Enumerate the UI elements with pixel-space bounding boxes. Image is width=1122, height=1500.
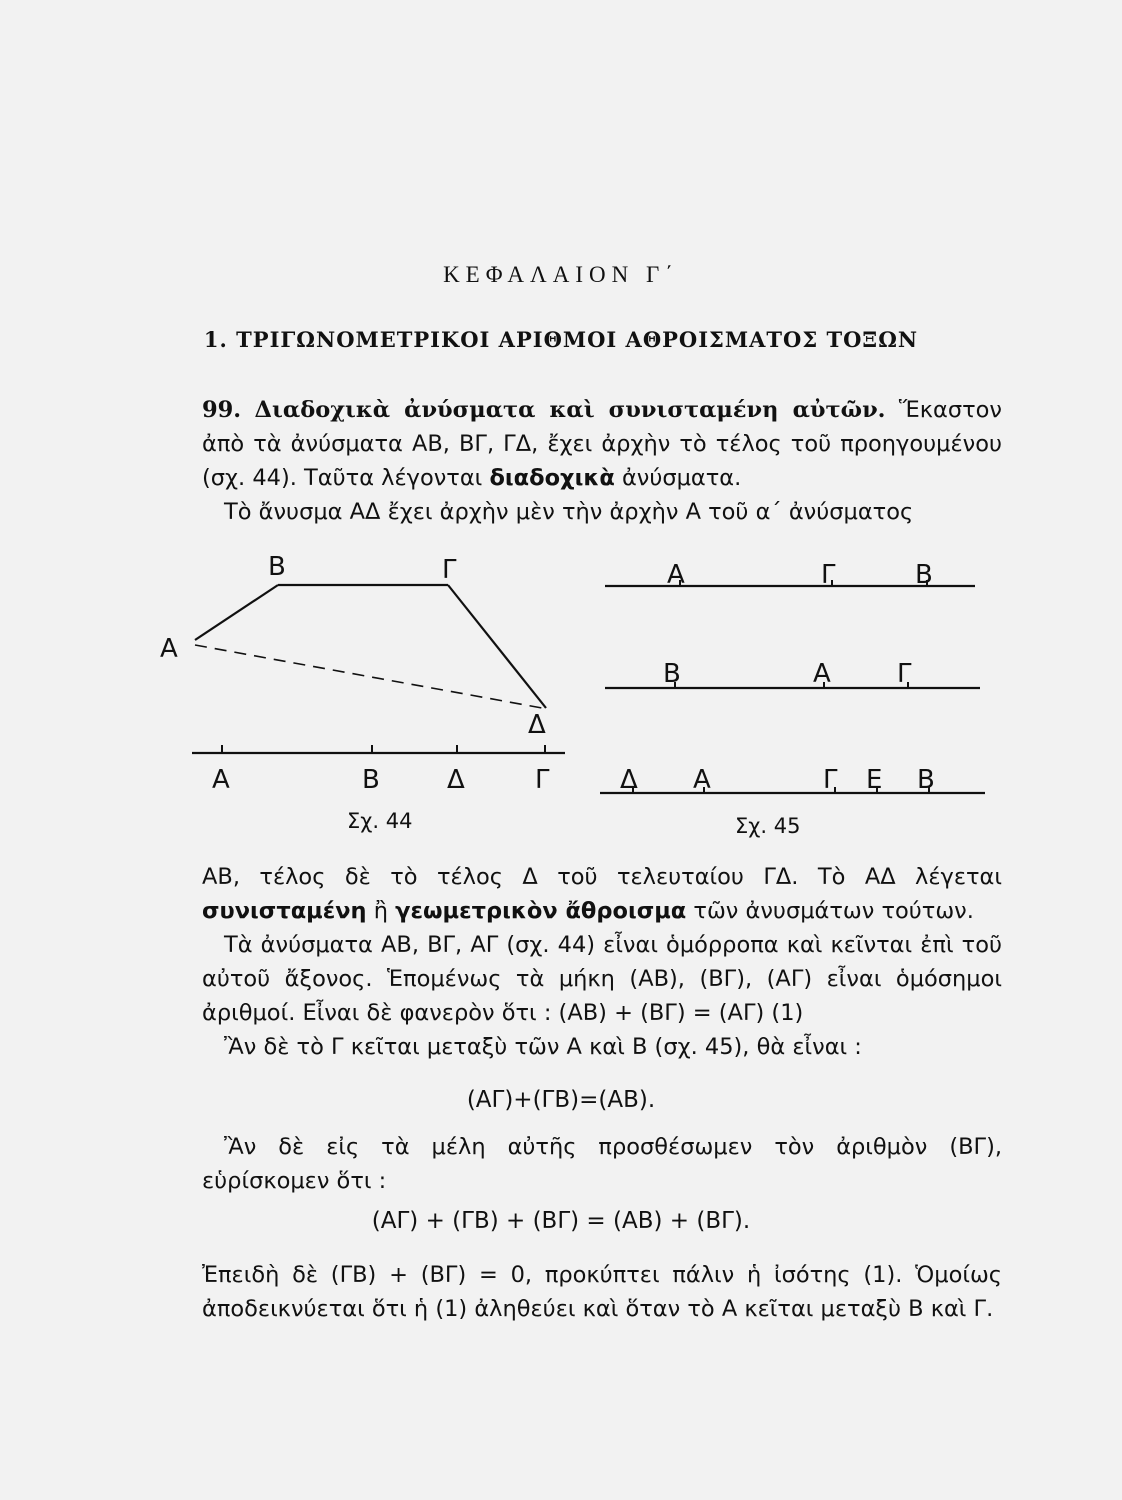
fig45-row3-g: Γ: [823, 765, 838, 795]
paragraph-text: Τὰ ἀνύσματα ΑΒ, ΒΓ, ΑΓ (σχ. 44) εἶναι ὁμόρροπα καὶ κεῖνται ἐπὶ τοῦ αὐτοῦ ἄξονος. Ἑπομένως τὰ μήκη (ΑΒ), (ΒΓ), (ΑΓ) εἶναι ὁμόσημοι ἀριθμοί. Εἶναι δὲ φανερὸν ὅτι : (ΑΒ) + (ΒΓ) = (ΑΓ) (1): [202, 932, 1002, 1026]
paragraph-resultant: [202, 860, 1002, 1064]
fig45-row2-b: Β: [663, 659, 681, 689]
fig44-axis-b: Β: [362, 765, 380, 795]
fig45-row1-a: Α: [667, 560, 685, 590]
fig44-axis-d: Δ: [447, 765, 465, 795]
paragraph-text: τῶν ἀνυσμάτων τούτων.: [693, 898, 974, 924]
paragraph-text: ΑΒ, τέλος δὲ τὸ τέλος Δ τοῦ τελευταίου ΓΔ. Τὸ ΑΔ λέγεται: [202, 864, 1002, 890]
paragraph-text: ἢ: [373, 898, 388, 924]
paragraph-text: Ἂν δὲ τὸ Γ κεῖται μεταξὺ τῶν Α καὶ Β (σχ. 45), θὰ εἶναι :: [224, 1034, 862, 1060]
paragraph-text: Ἕκαστον ἀπὸ τὰ ἀνύσματα ΑΒ, ΒΓ, ΓΔ, ἔχει ἀρχὴν τὸ τέλος τοῦ προηγουμένου (σχ. 44). Ταῦτα λέγονται: [202, 397, 1002, 491]
fig45-row3-a: Α: [693, 765, 711, 795]
paragraph-99: [202, 393, 1002, 529]
fig44-axis-g: Γ: [535, 765, 550, 795]
paragraph-number: 99.: [202, 397, 242, 423]
equation-2: (ΑΓ) + (ΓΒ) + (ΒΓ) = (ΑΒ) + (ΒΓ).: [371, 1208, 751, 1234]
chapter-heading: ΚΕΦΑΛΑΙΟΝ Γ΄: [443, 262, 679, 287]
figure-45: [595, 550, 995, 845]
bold-term-resultant: συνισταμένη: [202, 898, 367, 924]
paragraph-heading: Διαδοχικὰ ἀνύσματα καὶ συνισταμένη αὐτῶν.: [254, 397, 886, 423]
fig44-caption: Σχ. 44: [347, 809, 413, 833]
paragraph-text: ἀνύσματα.: [621, 465, 742, 491]
fig45-row3-e: Ε: [866, 765, 883, 795]
fig45-row1-g: Γ: [821, 560, 836, 590]
paragraph-conclusion: Ἐπειδὴ δὲ (ΓΒ) + (ΒΓ) = 0, προκύπτει πάλιν ἡ ἰσότης (1). Ὁμοίως ἀποδεικνύεται ὅτι ἡ (1) ἀληθεύει καὶ ὅταν τὸ Α κεῖται μεταξὺ Β καὶ Γ.: [202, 1262, 1002, 1322]
bold-term-successive: διαδοχικὰ: [489, 465, 615, 491]
fig45-row2-a: Α: [813, 659, 831, 689]
fig45-row3-d: Δ: [620, 765, 638, 795]
equation-1: (ΑΓ)+(ΓΒ)=(ΑΒ).: [466, 1087, 656, 1113]
bold-term-geometric-sum: γεωμετρικὸν ἄθροισμα: [395, 898, 687, 924]
fig45-row3-b: Β: [917, 765, 935, 795]
fig45-caption: Σχ. 45: [735, 814, 801, 838]
fig44-label-g: Γ: [442, 555, 457, 585]
section-title: 1. ΤΡΙΓΩΝΟΜΕΤΡΙΚΟΙ ΑΡΙΘΜΟΙ ΑΘΡΟΙΣΜΑΤΟΣ ΤΟΞΩΝ: [203, 327, 919, 352]
fig44-axis-a: Α: [212, 765, 230, 795]
fig45-row2-g: Γ: [897, 659, 912, 689]
fig44-label-b: Β: [268, 552, 286, 582]
figure-44: [150, 545, 580, 845]
fig44-label-a: Α: [160, 634, 178, 664]
fig45-row1-b: Β: [915, 560, 933, 590]
paragraph-add: Ἂν δὲ εἰς τὰ μέλη αὐτῆς προσθέσωμεν τὸν ἀριθμὸν (ΒΓ), εὑρίσκομεν ὅτι :: [202, 1134, 1002, 1194]
paragraph-text: Τὸ ἄνυσμα ΑΔ ἔχει ἀρχὴν μὲν τὴν ἀρχὴν Α τοῦ α΄ ἀνύσματος: [224, 499, 914, 525]
fig44-label-d: Δ: [528, 710, 546, 740]
